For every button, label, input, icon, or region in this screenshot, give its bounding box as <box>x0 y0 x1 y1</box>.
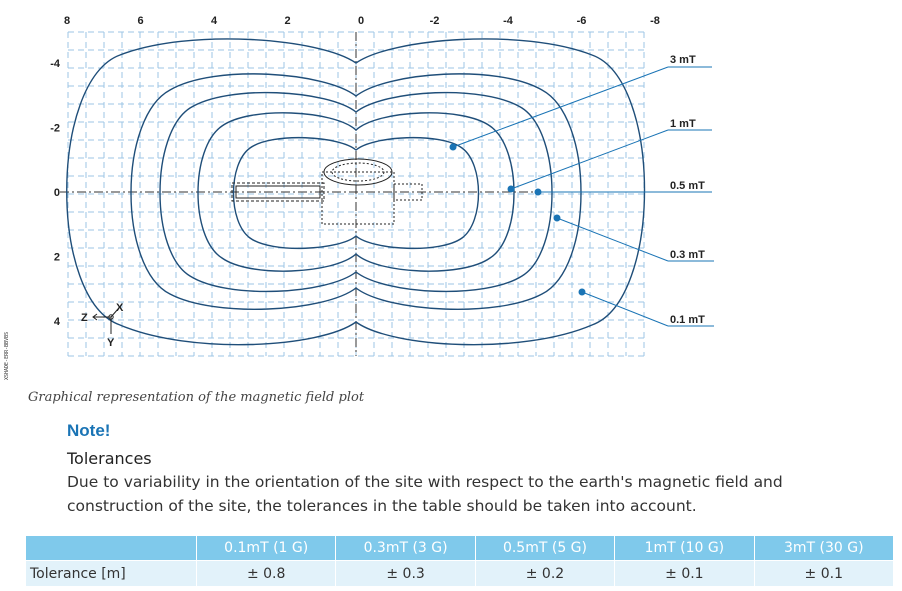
tolerance-table <box>26 536 894 586</box>
note-title: Note! <box>67 421 111 440</box>
y-tick-label: -2 <box>50 122 60 135</box>
marker-0.3mT <box>554 215 561 222</box>
axis-glyph-z: Z <box>81 312 88 324</box>
label-3mT: 3 mT <box>670 54 696 66</box>
tolerance-0.3mT: ± 0.3 <box>336 561 475 587</box>
x-tick-label: 6 <box>137 15 144 27</box>
tolerance-0.1mT: ± 0.8 <box>197 561 336 587</box>
header-0.1mT: 0.1mT (1 G) <box>197 536 336 561</box>
header-3mT: 3mT (30 G) <box>754 536 893 561</box>
label-0.3mT: 0.3 mT <box>670 249 705 261</box>
x-axis-ticks <box>64 15 660 27</box>
header-0.3mT: 0.3mT (3 G) <box>336 536 475 561</box>
tolerance-0.5mT: ± 0.2 <box>475 561 614 587</box>
x-tick-label: 8 <box>63 15 71 27</box>
y-axis-ticks <box>50 58 61 328</box>
tolerance-3mT: ± 0.1 <box>754 561 893 587</box>
plot-grid <box>68 32 648 356</box>
contour-labels <box>670 54 705 326</box>
x-tick-label: 4 <box>210 15 218 27</box>
tolerances-paragraph: Due to variability in the orientation of the site with respect to the earth's magnetic field and construction of the site, the tolerances in the table should be taken into account. <box>67 473 783 515</box>
figure-side-code: XSHADE-ERR-BBVBS <box>4 331 10 380</box>
tolerance-1mT: ± 0.1 <box>615 561 754 587</box>
tolerances-heading: Tolerances <box>67 449 152 468</box>
axis-glyph-x: X <box>116 302 124 314</box>
marker-0.1mT <box>579 289 586 296</box>
x-tick-label: 2 <box>284 15 291 27</box>
header-1mT: 1mT (10 G) <box>615 536 754 561</box>
y-tick-label: 2 <box>53 251 60 264</box>
leader-0.3mT <box>557 218 668 261</box>
leader-3mT <box>453 67 668 147</box>
marker-0.5mT <box>535 189 542 196</box>
marker-3mT <box>450 144 457 151</box>
x-tick-label: -4 <box>503 15 513 27</box>
tolerance-table-header-row <box>26 536 894 561</box>
leader-0.1mT <box>582 292 668 326</box>
x-tick-label: -6 <box>576 15 587 27</box>
row-label-tolerance: Tolerance [m] <box>26 561 197 587</box>
axis-orientation-glyph <box>93 309 118 334</box>
x-tick-label: 0 <box>357 15 365 27</box>
label-0.1mT: 0.1 mT <box>670 314 705 326</box>
table-row <box>26 561 894 587</box>
magnet-body <box>322 172 394 224</box>
y-tick-label: 0 <box>53 187 60 199</box>
label-0.5mT: 0.5 mT <box>670 180 705 192</box>
axis-glyph-y: Y <box>107 337 115 349</box>
marker-1mT <box>508 186 515 193</box>
header-0.5mT: 0.5mT (5 G) <box>475 536 614 561</box>
label-1mT: 1 mT <box>670 118 696 130</box>
y-tick-label: -4 <box>50 58 60 70</box>
figure-caption: Graphical representation of the magnetic field plot <box>28 390 365 405</box>
y-tick-label: 4 <box>53 316 60 328</box>
header-blank-cell <box>26 536 197 561</box>
x-tick-label: -8 <box>650 15 660 27</box>
x-tick-label: -2 <box>429 15 440 27</box>
